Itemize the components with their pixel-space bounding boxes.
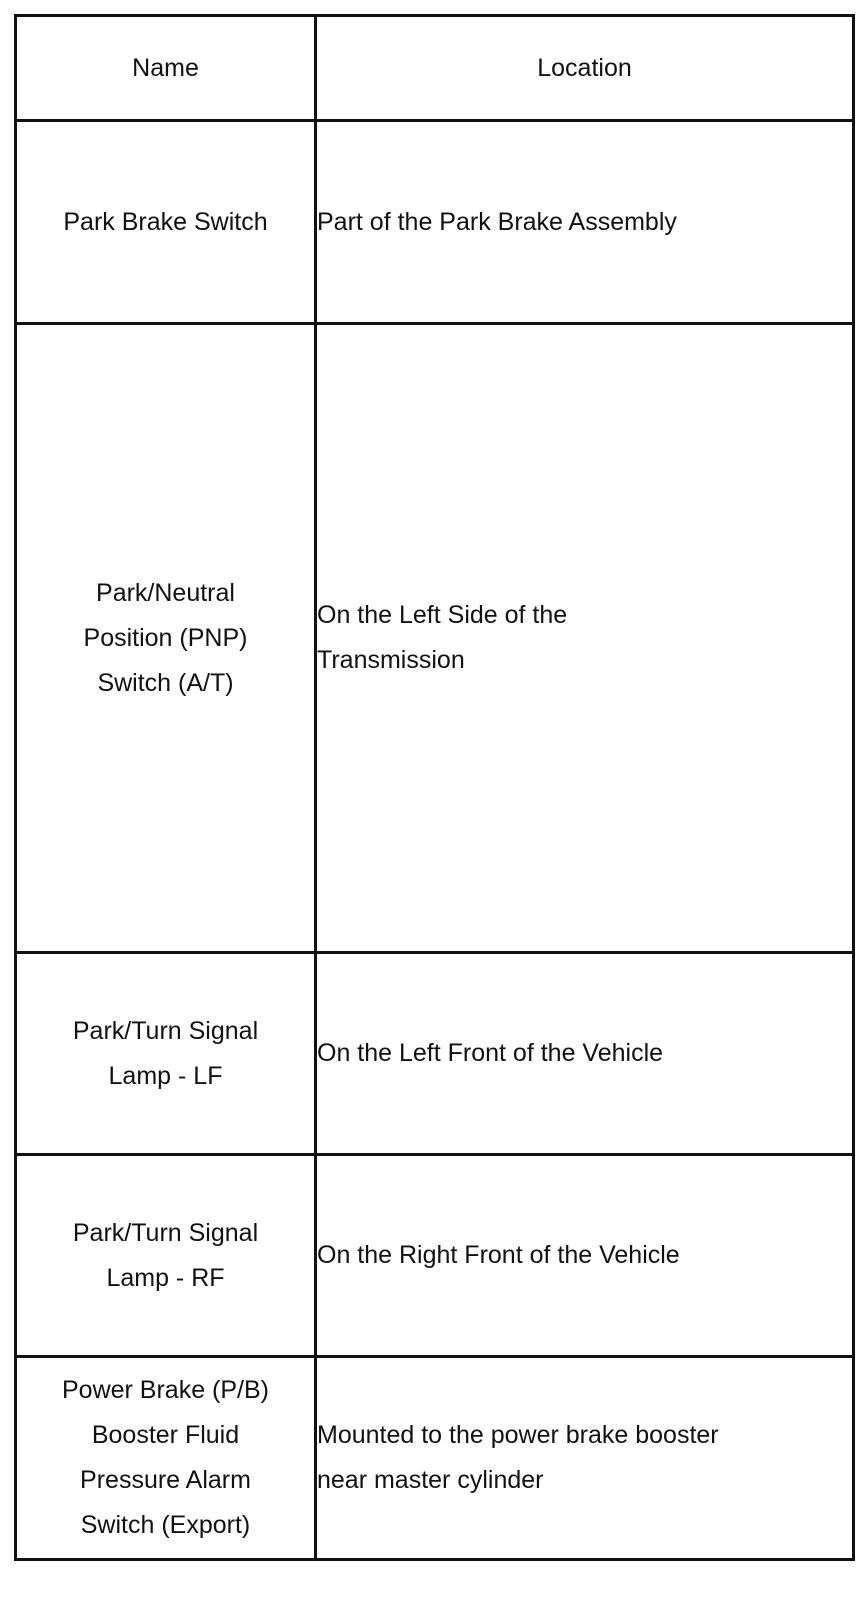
component-location-cell (316, 324, 854, 953)
component-name: Lamp - RF (106, 1263, 225, 1292)
table-row (16, 324, 854, 953)
component-name: Switch (A/T) (97, 668, 234, 697)
component-name-cell (16, 953, 316, 1155)
table-row (16, 953, 854, 1155)
component-name-cell (16, 1357, 316, 1560)
table-row (16, 121, 854, 324)
table-header-row (16, 16, 854, 121)
component-location-cell (316, 953, 854, 1155)
component-location: Part of the Park Brake Assembly (317, 207, 677, 236)
component-name: Park/Neutral (96, 578, 235, 607)
table-row (16, 1155, 854, 1357)
component-name: Power Brake (P/B) (61, 1376, 269, 1404)
component-name: Booster Fluid (91, 1421, 240, 1449)
component-location-cell (316, 121, 854, 324)
header-location: Location (316, 16, 854, 121)
component-location: near master cylinder (317, 1466, 544, 1494)
component-location: Mounted to the power brake booster (317, 1421, 719, 1449)
component-location-table (14, 14, 855, 1561)
component-location: On the Left Front of the Vehicle (317, 1039, 664, 1067)
component-name: Pressure Alarm (80, 1466, 251, 1494)
component-name: Position (PNP) (83, 623, 248, 652)
component-name-cell (16, 324, 316, 953)
component-location: On the Left Side of the (317, 601, 568, 629)
table-row (16, 1357, 854, 1560)
component-name-cell (16, 1155, 316, 1357)
component-name: Park/Turn Signal (72, 1016, 259, 1045)
component-name-cell (16, 121, 316, 324)
header-name: Name (16, 16, 316, 121)
component-location: Transmission (317, 646, 465, 674)
component-name: Lamp - LF (108, 1061, 223, 1090)
component-name: Park/Turn Signal (72, 1218, 259, 1247)
component-location-cell (316, 1357, 854, 1560)
component-name: Switch (Export) (80, 1511, 251, 1539)
component-name: Park Brake Switch (63, 207, 268, 236)
component-location-cell (316, 1155, 854, 1357)
component-location: On the Right Front of the Vehicle (317, 1241, 680, 1269)
